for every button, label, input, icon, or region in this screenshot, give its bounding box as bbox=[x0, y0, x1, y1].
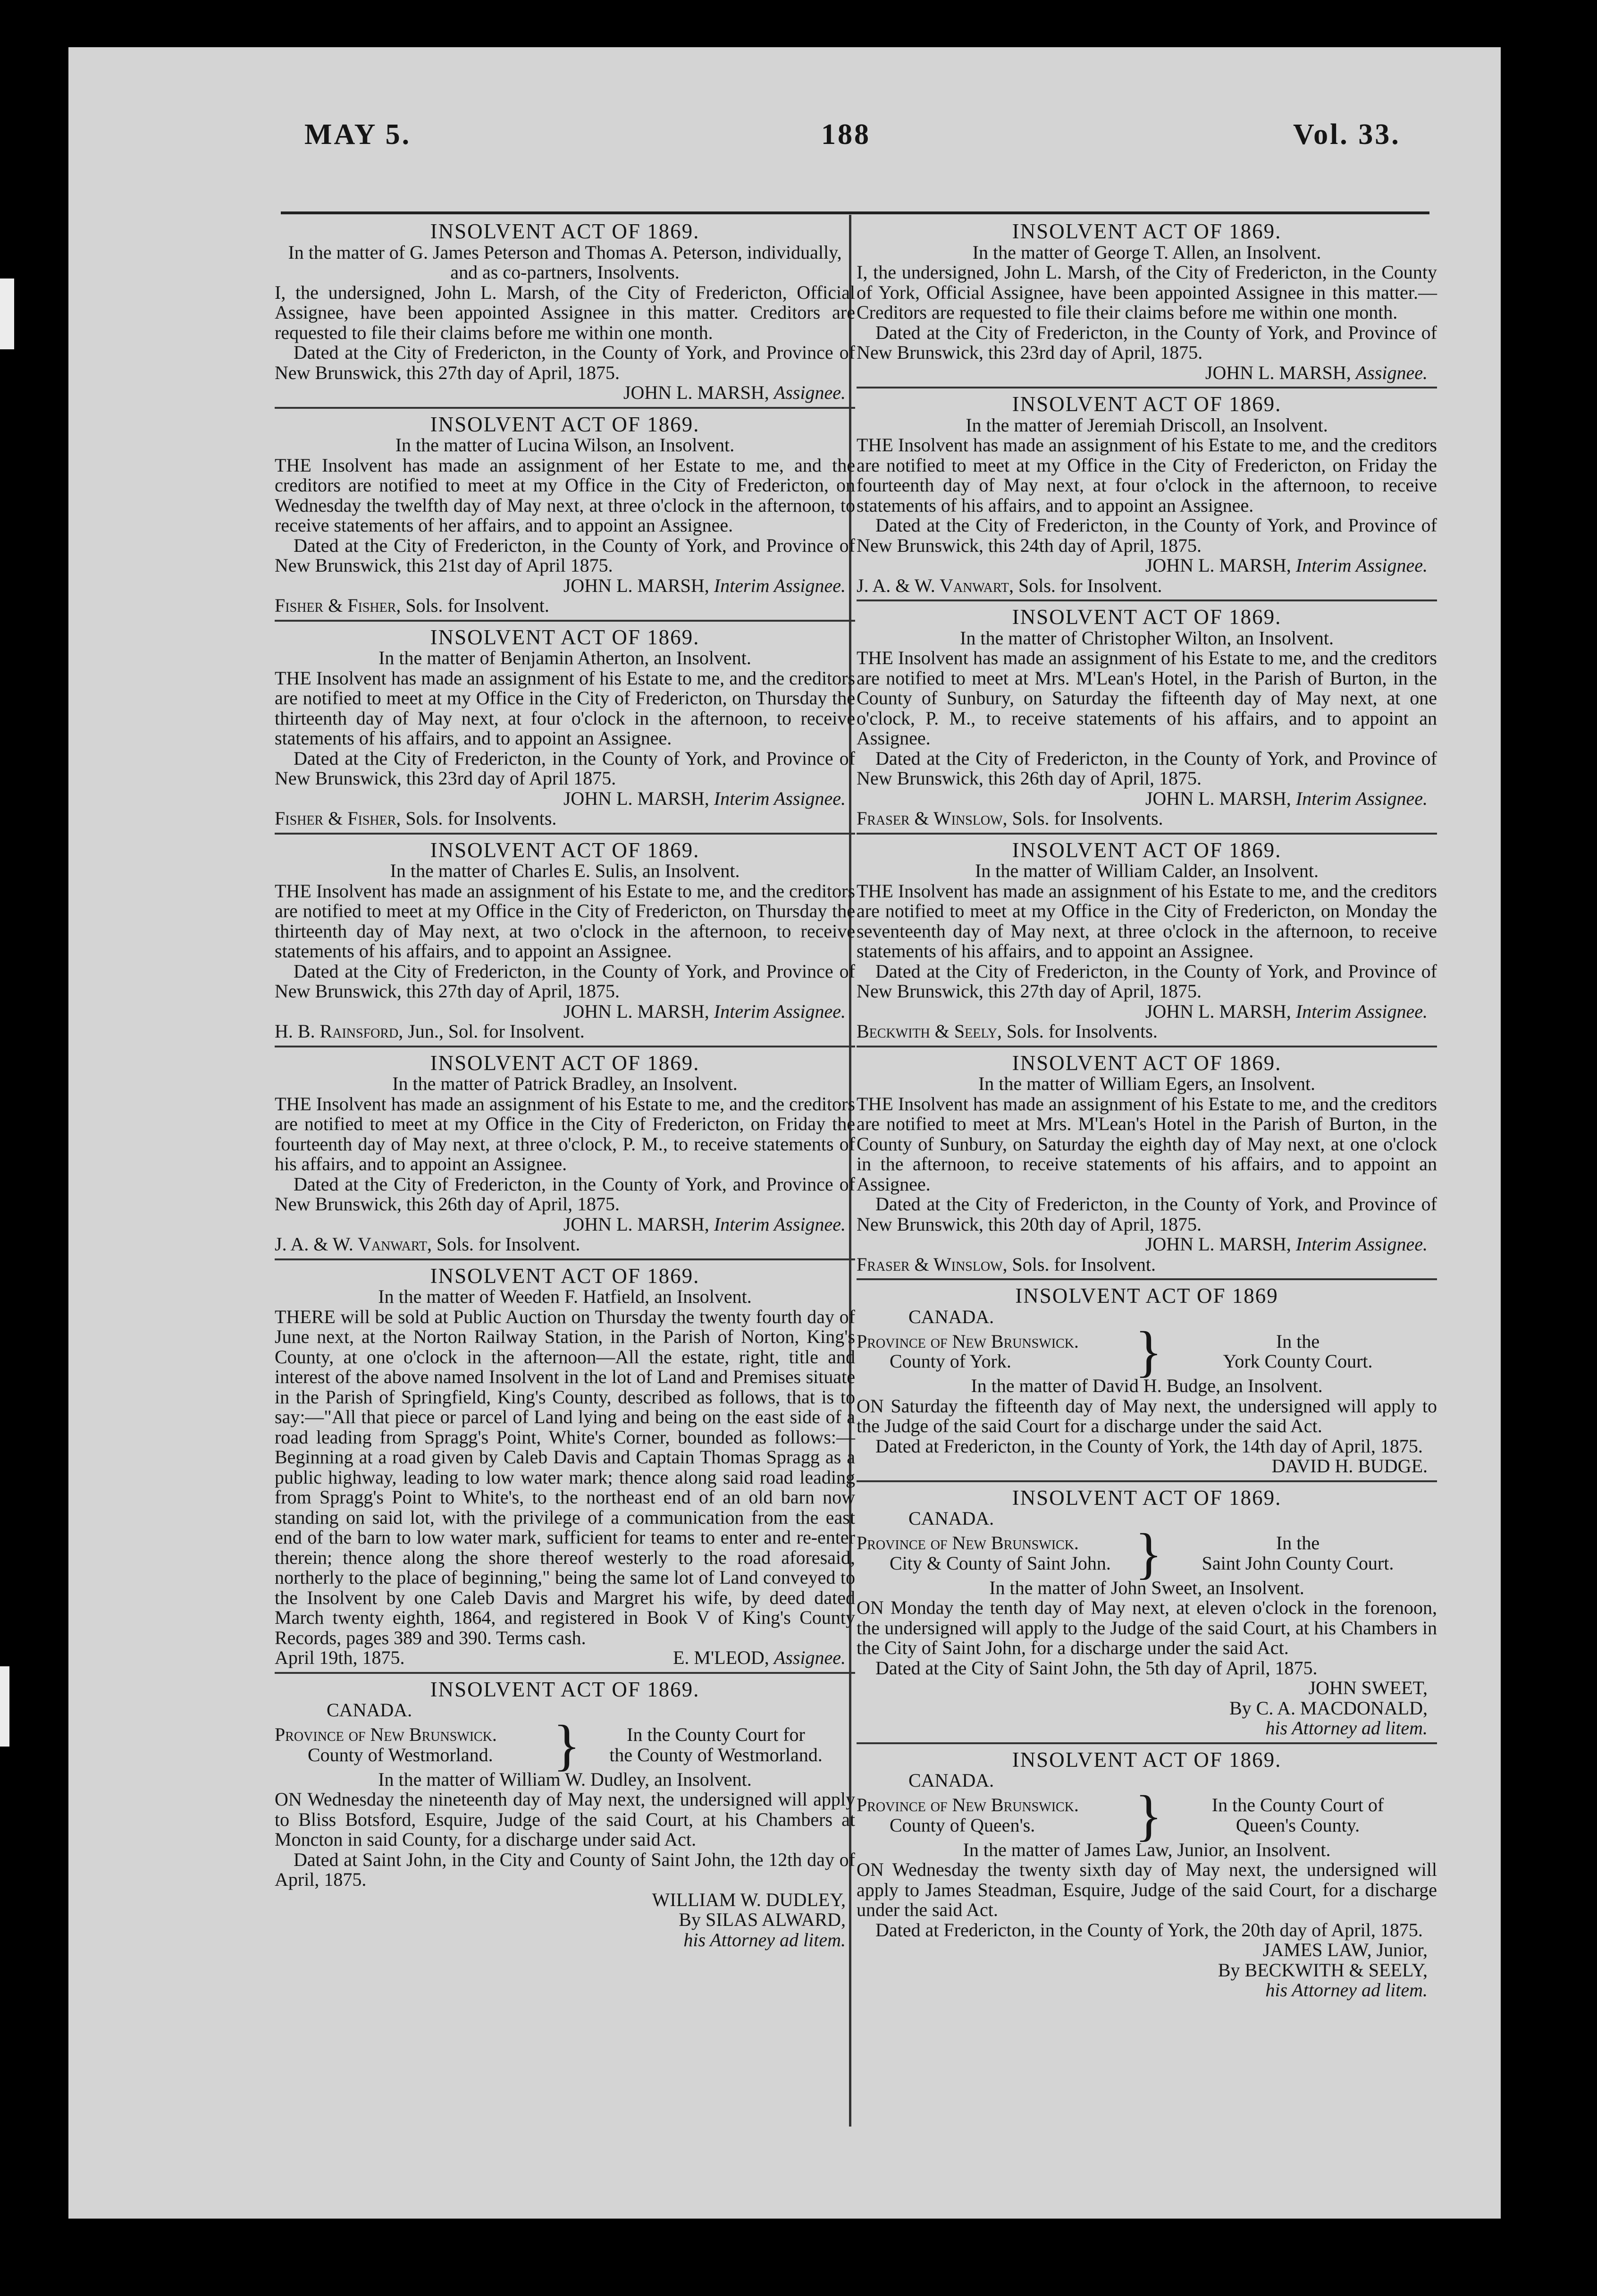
canada-heading: CANADA. bbox=[327, 1699, 412, 1721]
notice-paragraph: Dated at the City of Fredericton, in the County of York, and Province of New Brunswick, this 27th day of April, 1875. bbox=[857, 960, 1437, 1002]
notice-paragraph: THE Insolvent has made an assignment of his Estate to me, and the creditors are notified to meet at my Office in the City of Fredericton, on Thursday the thirteenth day of May next, at two o'clock in the afternoon, to receive statements of his affairs, and to appoint an Assignee. bbox=[275, 880, 855, 962]
notice-paragraph: THE Insolvent has made an assignment of his Estate to me, and the creditors are notified to meet at my Office in the City of Fredericton, on Monday the seventeenth day of May next, at three o'clock in the afternoon, to receive statements of his affairs, and to appoint an Assignee. bbox=[857, 880, 1437, 962]
notice-title: INSOLVENT ACT OF 1869. bbox=[430, 1677, 700, 1701]
notice bbox=[857, 1747, 1437, 2004]
court-name-line: In the bbox=[1276, 1532, 1320, 1553]
header-page-number: 188 bbox=[821, 118, 871, 151]
court-heading bbox=[857, 1521, 1437, 1585]
signature-name: JOHN L. MARSH, bbox=[623, 382, 769, 403]
notice-matter: In the matter of George T. Allen, an Insolvent. bbox=[972, 241, 1321, 263]
solicitor-line bbox=[857, 1255, 1437, 1275]
notice-paragraph: Dated at the City of Fredericton, in the County of York, and Province of New Brunswick, this 23rd day of April, 1875. bbox=[857, 321, 1437, 363]
court-name-line: In the bbox=[1276, 1330, 1320, 1352]
notice-title: INSOLVENT ACT OF 1869. bbox=[1012, 219, 1282, 243]
notice-matter: In the matter of Weeden F. Hatfield, an Insolvent. bbox=[378, 1286, 752, 1307]
jurisdiction-line: Province of New Brunswick. bbox=[857, 1794, 1079, 1815]
notice-paragraph: ON Wednesday the nineteenth day of May next, the undersigned will apply to Bliss Botsford, Esquire, Judge of the said Court, at his Chambers at Moncton in said County, for a discharge under said Act. bbox=[275, 1789, 855, 1850]
left-column bbox=[275, 219, 855, 1959]
date-signature-row bbox=[275, 1648, 855, 1668]
canada-heading: CANADA. bbox=[908, 1770, 994, 1791]
signature-role: Assignee. bbox=[1355, 362, 1428, 383]
notice-title: INSOLVENT ACT OF 1869. bbox=[1012, 838, 1282, 862]
notice-matter: In the matter of Lucina Wilson, an Insolvent. bbox=[395, 434, 735, 456]
notice-matter: In the matter of G. James Peterson and Thomas A. Peterson, individually, and as co-partners, Insolvents. bbox=[288, 241, 842, 283]
notice-title: INSOLVENT ACT OF 1869. bbox=[430, 1264, 700, 1288]
signature-line: JOHN SWEET, bbox=[1308, 1677, 1428, 1698]
court-name-line: York County Court. bbox=[1223, 1351, 1373, 1372]
notice-matter: In the matter of William W. Dudley, an Insolvent. bbox=[378, 1768, 752, 1790]
notice-paragraph: ON Wednesday the twenty sixth day of May next, the undersigned will apply to James Steadman, Esquire, Judge of the said Court, for a discharge under the said Act. bbox=[857, 1859, 1437, 1920]
notice-paragraph: THERE will be sold at Public Auction on Thursday the twenty fourth day of June next, at the Norton Railway Station, in the Parish of Norton, King's County, at one o'clock in the afternoon—All the estate, right, title and interest of the above named Insolvent in the lot of Land and Premises situate in the Parish of Springfield, King's County, described as follows, that is to say:—"All that piece or parcel of Land lying and being on the east side of a road leading from Spragg's Point, White's Corner, bounded as follows:—Beginning at a road given by Caleb Davis and Captain Thomas Spragg as a public highway, leading to low water mark; thence along said road leading from Spragg's Point to White's, to the northeast end of an old barn now standing on said lot, with the privilege of a communication from the east end of the barn to low water mark, sufficient for teams to enter and re-enter therein; thence along the shore thereof westerly to the road aforesaid, northerly to the place of beginning," being the same lot of Land conveyed to the Insolvent by one Caleb Davis and Margret his wife, by deed dated March twenty eighth, 1864, and registered in Book V of King's County Records, pages 389 and 390. Terms cash. bbox=[275, 1306, 855, 1648]
notice-paragraph: Dated at the City of Fredericton, in the County of York, and Province of New Brunswick, this 23rd day of April 1875. bbox=[275, 747, 855, 789]
signature-role: Assignee. bbox=[773, 382, 846, 403]
notice bbox=[857, 221, 1437, 388]
signature-role: Interim Assignee. bbox=[714, 574, 846, 596]
solicitor-line bbox=[857, 809, 1437, 829]
solicitor-name: Beckwith & Seely, bbox=[857, 1021, 1002, 1042]
notice-title: INSOLVENT ACT OF 1869. bbox=[430, 838, 700, 862]
notice-body bbox=[857, 648, 1437, 789]
notice-matter: In the matter of Charles E. Sulis, an Insolvent. bbox=[390, 860, 740, 881]
notice-paragraph: Dated at the City of Fredericton, in the County of York, and Province of New Brunswick, this 20th day of April, 1875. bbox=[857, 1193, 1437, 1235]
solicitor-line bbox=[275, 596, 855, 616]
solicitor-text: Sols. for Insolvent. bbox=[1012, 1253, 1156, 1275]
notice-matter: In the matter of David H. Budge, an Insolvent. bbox=[971, 1375, 1323, 1396]
notice-paragraph: THE Insolvent has made an assignment of his Estate to me, and the creditors are notified to meet at my Office in the City of Fredericton, on Thursday the thirteenth day of May next, at four o'clock in the afternoon, to receive statements of his affairs, and to appoint an Assignee. bbox=[275, 667, 855, 749]
notice-paragraph: Dated at the City of Fredericton, in the County of York, and Province of New Brunswick, this 26th day of April, 1875. bbox=[275, 1173, 855, 1215]
signature bbox=[275, 1215, 855, 1235]
signature-line: By SILAS ALWARD, bbox=[679, 1909, 846, 1930]
notice-title: INSOLVENT ACT OF 1869. bbox=[1012, 1051, 1282, 1075]
index-tab-lower bbox=[0, 1666, 9, 1747]
notice bbox=[857, 394, 1437, 601]
signature-line: WILLIAM W. DUDLEY, bbox=[652, 1889, 846, 1910]
notice-paragraph: Dated at the City of Fredericton, in the County of York, and Province of New Brunswick, this 24th day of April, 1875. bbox=[857, 515, 1437, 556]
jurisdiction-line: County of York. bbox=[890, 1351, 1011, 1372]
canada-heading: CANADA. bbox=[908, 1306, 994, 1327]
solicitor-name: Fraser & Winslow, bbox=[857, 1253, 1008, 1275]
solicitor-name: J. A. & W. Vanwart, bbox=[857, 574, 1014, 596]
court-name bbox=[577, 1725, 855, 1765]
notice-title: INSOLVENT ACT OF 1869. bbox=[430, 1051, 700, 1075]
jurisdiction bbox=[857, 1332, 1135, 1372]
notice-body bbox=[857, 1094, 1437, 1235]
signature-line: his Attorney ad litem. bbox=[1265, 1717, 1428, 1739]
court-heading bbox=[857, 1320, 1437, 1383]
notice-title: INSOLVENT ACT OF 1869. bbox=[1012, 1747, 1282, 1772]
court-name bbox=[1159, 1795, 1437, 1835]
notice-matter: In the matter of Patrick Bradley, an Insolvent. bbox=[392, 1073, 738, 1094]
signature bbox=[857, 363, 1437, 383]
signature bbox=[857, 1002, 1437, 1022]
jurisdiction bbox=[857, 1795, 1135, 1835]
solicitor-name: H. B. Rainsford, bbox=[275, 1021, 403, 1042]
signature-name: JOHN L. MARSH, bbox=[563, 1213, 709, 1235]
solicitor-text: Sols. for Insolvents. bbox=[405, 808, 557, 829]
court-heading bbox=[857, 1783, 1437, 1847]
notice-body bbox=[275, 1094, 855, 1215]
notice-paragraph: I, the undersigned, John L. Marsh, of the City of Fredericton, in the County of York, Official Assignee, have been appointed Assignee in this matter.—Creditors are requested to file their claims before me within one month. bbox=[857, 262, 1437, 323]
court-name-line: Queen's County. bbox=[1236, 1814, 1360, 1836]
signature-name: JOHN L. MARSH, bbox=[1205, 362, 1351, 383]
notice bbox=[275, 414, 855, 622]
right-column bbox=[857, 219, 1437, 2010]
notice-body bbox=[857, 1860, 1437, 1940]
jurisdiction-line: County of Queen's. bbox=[890, 1814, 1035, 1836]
signature bbox=[857, 789, 1437, 809]
notice bbox=[857, 1053, 1437, 1281]
jurisdiction-line: Province of New Brunswick. bbox=[857, 1330, 1079, 1352]
solicitor-text: Sols. for Insolvents. bbox=[1012, 808, 1163, 829]
signature bbox=[275, 789, 855, 809]
notice-paragraph: Dated at the City of Saint John, the 5th day of April, 1875. bbox=[875, 1657, 1318, 1679]
solicitor-text: Sols. for Insolvents. bbox=[1006, 1021, 1158, 1042]
signature-line: DAVID H. BUDGE. bbox=[1271, 1455, 1428, 1477]
solicitor-text: Sols. for Insolvent. bbox=[1018, 574, 1162, 596]
brace-glyph: } bbox=[1135, 1320, 1162, 1383]
signature-role: Interim Assignee. bbox=[1295, 1233, 1428, 1255]
notice-title: INSOLVENT ACT OF 1869. bbox=[430, 219, 700, 243]
notice-matter: In the matter of William Egers, an Insolvent. bbox=[978, 1073, 1316, 1094]
notice-title: INSOLVENT ACT OF 1869. bbox=[1012, 392, 1282, 416]
solicitor-text: Sols. for Insolvent. bbox=[436, 1233, 580, 1255]
notice-paragraph: Dated at Saint John, in the City and County of Saint John, the 12th day of April, 1875. bbox=[275, 1849, 855, 1890]
signature-role: Interim Assignee. bbox=[1295, 555, 1428, 576]
header-volume: Vol. 33. bbox=[1293, 118, 1401, 151]
notice-body bbox=[857, 262, 1437, 363]
notice-body bbox=[275, 1307, 855, 1648]
notice bbox=[275, 1677, 855, 1954]
signature-name: JOHN L. MARSH, bbox=[1145, 1000, 1291, 1022]
signature-name: JOHN L. MARSH, bbox=[563, 787, 709, 809]
signature-role: Interim Assignee. bbox=[1295, 787, 1428, 809]
notice bbox=[275, 221, 855, 409]
court-name bbox=[1159, 1533, 1437, 1573]
signature-role: Interim Assignee. bbox=[714, 787, 846, 809]
signature-line: By BECKWITH & SEELY, bbox=[1218, 1959, 1428, 1981]
notice bbox=[857, 607, 1437, 835]
solicitor-line bbox=[857, 576, 1437, 596]
header-rule bbox=[281, 211, 1429, 214]
signature-role: Assignee. bbox=[773, 1647, 846, 1668]
jurisdiction-line: County of Westmorland. bbox=[308, 1744, 493, 1765]
notice-matter: In the matter of James Law, Junior, an Insolvent. bbox=[963, 1839, 1331, 1860]
court-name-line: In the County Court for bbox=[627, 1724, 805, 1745]
notice-title: INSOLVENT ACT OF 1869. bbox=[430, 625, 700, 649]
canada-heading: CANADA. bbox=[908, 1508, 994, 1529]
solicitor-line bbox=[275, 1021, 855, 1042]
solicitor-name: Fisher & Fisher, bbox=[275, 808, 401, 829]
solicitor-line bbox=[275, 1234, 855, 1255]
jurisdiction bbox=[857, 1533, 1135, 1573]
solicitor-text: Jun., Sol. for Insolvent. bbox=[408, 1021, 585, 1042]
solicitor-text: Sols. for Insolvent. bbox=[405, 595, 549, 616]
notice-paragraph: ON Saturday the fifteenth day of May next, the undersigned will apply to the Judge of the said Court for a discharge under the said Act. bbox=[857, 1395, 1437, 1436]
notice-paragraph: Dated at the City of Fredericton, in the County of York, and Province of New Brunswick, this 26th day of April, 1875. bbox=[857, 747, 1437, 789]
notice-body bbox=[275, 456, 855, 576]
signature bbox=[275, 1002, 855, 1022]
notice-title: INSOLVENT ACT OF 1869. bbox=[430, 412, 700, 436]
signature-name: JOHN L. MARSH, bbox=[1145, 787, 1291, 809]
notice-body bbox=[857, 881, 1437, 1002]
notice-matter: In the matter of Benjamin Atherton, an Insolvent. bbox=[378, 647, 751, 668]
signature-name: JOHN L. MARSH, bbox=[563, 1000, 709, 1022]
signature-name: JOHN L. MARSH, bbox=[1145, 555, 1291, 576]
solicitor-name: Fisher & Fisher, bbox=[275, 595, 401, 616]
notice-paragraph: Dated at the City of Fredericton, in the County of York, and Province of New Brunswick, this 21st day of April 1875. bbox=[275, 534, 855, 576]
notice-paragraph: ON Monday the tenth day of May next, at eleven o'clock in the forenoon, the undersigned will apply to the Judge of the said Court, at his Chambers in the City of Saint John, for a discharge under the said Act. bbox=[857, 1597, 1437, 1658]
signature-name: JOHN L. MARSH, bbox=[563, 574, 709, 596]
notice-body bbox=[275, 1790, 855, 1890]
court-name-line: the County of Westmorland. bbox=[609, 1744, 823, 1765]
notice-paragraph: THE Insolvent has made an assignment of her Estate to me, and the creditors are notified to meet at my Office in the City of Fredericton, on Wednesday the twelfth day of May next, at three o'clock in the afternoon, to receive statements of her affairs, and to appoint an Assignee. bbox=[275, 454, 855, 536]
notice-matter: In the matter of John Sweet, an Insolvent. bbox=[989, 1577, 1304, 1598]
solicitor-name: J. A. & W. Vanwart, bbox=[275, 1233, 432, 1255]
notice-paragraph: Dated at Fredericton, in the County of York, the 20th day of April, 1875. bbox=[875, 1919, 1423, 1941]
notice-body bbox=[857, 435, 1437, 556]
solicitor-name: Fraser & Winslow, bbox=[857, 808, 1008, 829]
notice-paragraph: Dated at the City of Fredericton, in the County of York, and Province of New Brunswick, this 27th day of April, 1875. bbox=[275, 960, 855, 1002]
signature bbox=[857, 1234, 1437, 1255]
signature-line: By C. A. MACDONALD, bbox=[1229, 1697, 1428, 1719]
signature bbox=[275, 383, 855, 403]
solicitor-line bbox=[275, 809, 855, 829]
notice-matter: In the matter of William Calder, an Insolvent. bbox=[975, 860, 1319, 881]
jurisdiction bbox=[275, 1725, 553, 1765]
notice-title: INSOLVENT ACT OF 1869 bbox=[1015, 1284, 1278, 1308]
header-issue-date: MAY 5. bbox=[304, 118, 412, 151]
notice bbox=[857, 1488, 1437, 1744]
notice-title: INSOLVENT ACT OF 1869. bbox=[1012, 605, 1282, 629]
date-line: April 19th, 1875. bbox=[275, 1647, 405, 1668]
jurisdiction-line: Province of New Brunswick. bbox=[275, 1724, 497, 1745]
signature-role: Interim Assignee. bbox=[714, 1213, 846, 1235]
court-heading bbox=[275, 1713, 855, 1776]
notice bbox=[275, 627, 855, 835]
notice-paragraph: Dated at Fredericton, in the County of York, the 14th day of April, 1875. bbox=[875, 1435, 1423, 1457]
notice bbox=[275, 840, 855, 1047]
brace-glyph: } bbox=[1135, 1783, 1162, 1847]
signature-name: E. M'LEOD, bbox=[672, 1647, 769, 1668]
notice-paragraph: THE Insolvent has made an assignment of his Estate to me, and the creditors are notified to meet at my Office in the City of Fredericton, on Friday the fourteenth day of May next, at four o'clock in the afternoon, to receive statements of his affairs, and to appoint an Assignee. bbox=[857, 434, 1437, 516]
signature bbox=[673, 1648, 855, 1668]
jurisdiction-line: Province of New Brunswick. bbox=[857, 1532, 1079, 1553]
notice bbox=[275, 1053, 855, 1260]
notice-paragraph: THE Insolvent has made an assignment of his Estate to me, and the creditors are notified to meet at Mrs. M'Lean's Hotel in the Parish of Burton, in the County of Sunbury, on Saturday the eighth day of May next, at one o'clock in the afternoon, to receive statements of his affairs, and to appoint an Assignee. bbox=[857, 1093, 1437, 1195]
signature-name: JOHN L. MARSH, bbox=[1145, 1233, 1291, 1255]
signature-role: Interim Assignee. bbox=[1295, 1000, 1428, 1022]
signature-line: his Attorney ad litem. bbox=[1265, 1979, 1428, 2001]
court-name bbox=[1159, 1332, 1437, 1372]
notice-matter: In the matter of Christopher Wilton, an Insolvent. bbox=[960, 627, 1334, 649]
notice-body bbox=[275, 283, 855, 383]
notice-body bbox=[857, 1598, 1437, 1678]
index-tab-upper bbox=[0, 279, 14, 349]
solicitor-line bbox=[857, 1021, 1437, 1042]
jurisdiction-line: City & County of Saint John. bbox=[890, 1552, 1111, 1574]
notice-title: INSOLVENT ACT OF 1869. bbox=[1012, 1486, 1282, 1510]
signature bbox=[275, 576, 855, 596]
notice-paragraph: THE Insolvent has made an assignment of his Estate to me, and the creditors are notified to meet at my Office in the City of Fredericton, on Friday the fourteenth day of May next, at three o'clock, P. M., to receive statements of his affairs, and to appoint an Assignee. bbox=[275, 1093, 855, 1174]
notice bbox=[857, 840, 1437, 1047]
signature-role: Interim Assignee. bbox=[714, 1000, 846, 1022]
notice-paragraph: Dated at the City of Fredericton, in the County of York, and Province of New Brunswick, this 27th day of April, 1875. bbox=[275, 342, 855, 383]
brace-glyph: } bbox=[1135, 1521, 1162, 1585]
brace-glyph: } bbox=[553, 1713, 580, 1776]
notice-body bbox=[275, 668, 855, 789]
signature-line: JAMES LAW, Junior, bbox=[1262, 1939, 1428, 1960]
notice-body bbox=[857, 1396, 1437, 1457]
notice-paragraph: THE Insolvent has made an assignment of his Estate to me, and the creditors are notified to meet at Mrs. M'Lean's Hotel, in the Parish of Burton, in the County of Sunbury, on Saturday the fifteenth day of May next, at one o'clock, P. M., to receive statements of his affairs, and to appoint an Assignee. bbox=[857, 647, 1437, 749]
notice bbox=[857, 1286, 1437, 1482]
notice-paragraph: I, the undersigned, John L. Marsh, of the City of Fredericton, Official Assignee, have been appointed Assignee in this matter. Creditors are requested to file their claims before me within one month. bbox=[275, 281, 855, 343]
court-name-line: In the County Court of bbox=[1211, 1794, 1384, 1815]
court-name-line: Saint John County Court. bbox=[1202, 1552, 1394, 1574]
notice-matter: In the matter of Jeremiah Driscoll, an Insolvent. bbox=[966, 414, 1328, 436]
notice-body bbox=[275, 881, 855, 1002]
signature-line: his Attorney ad litem. bbox=[683, 1929, 846, 1950]
signature bbox=[857, 556, 1437, 576]
notice bbox=[275, 1266, 855, 1674]
